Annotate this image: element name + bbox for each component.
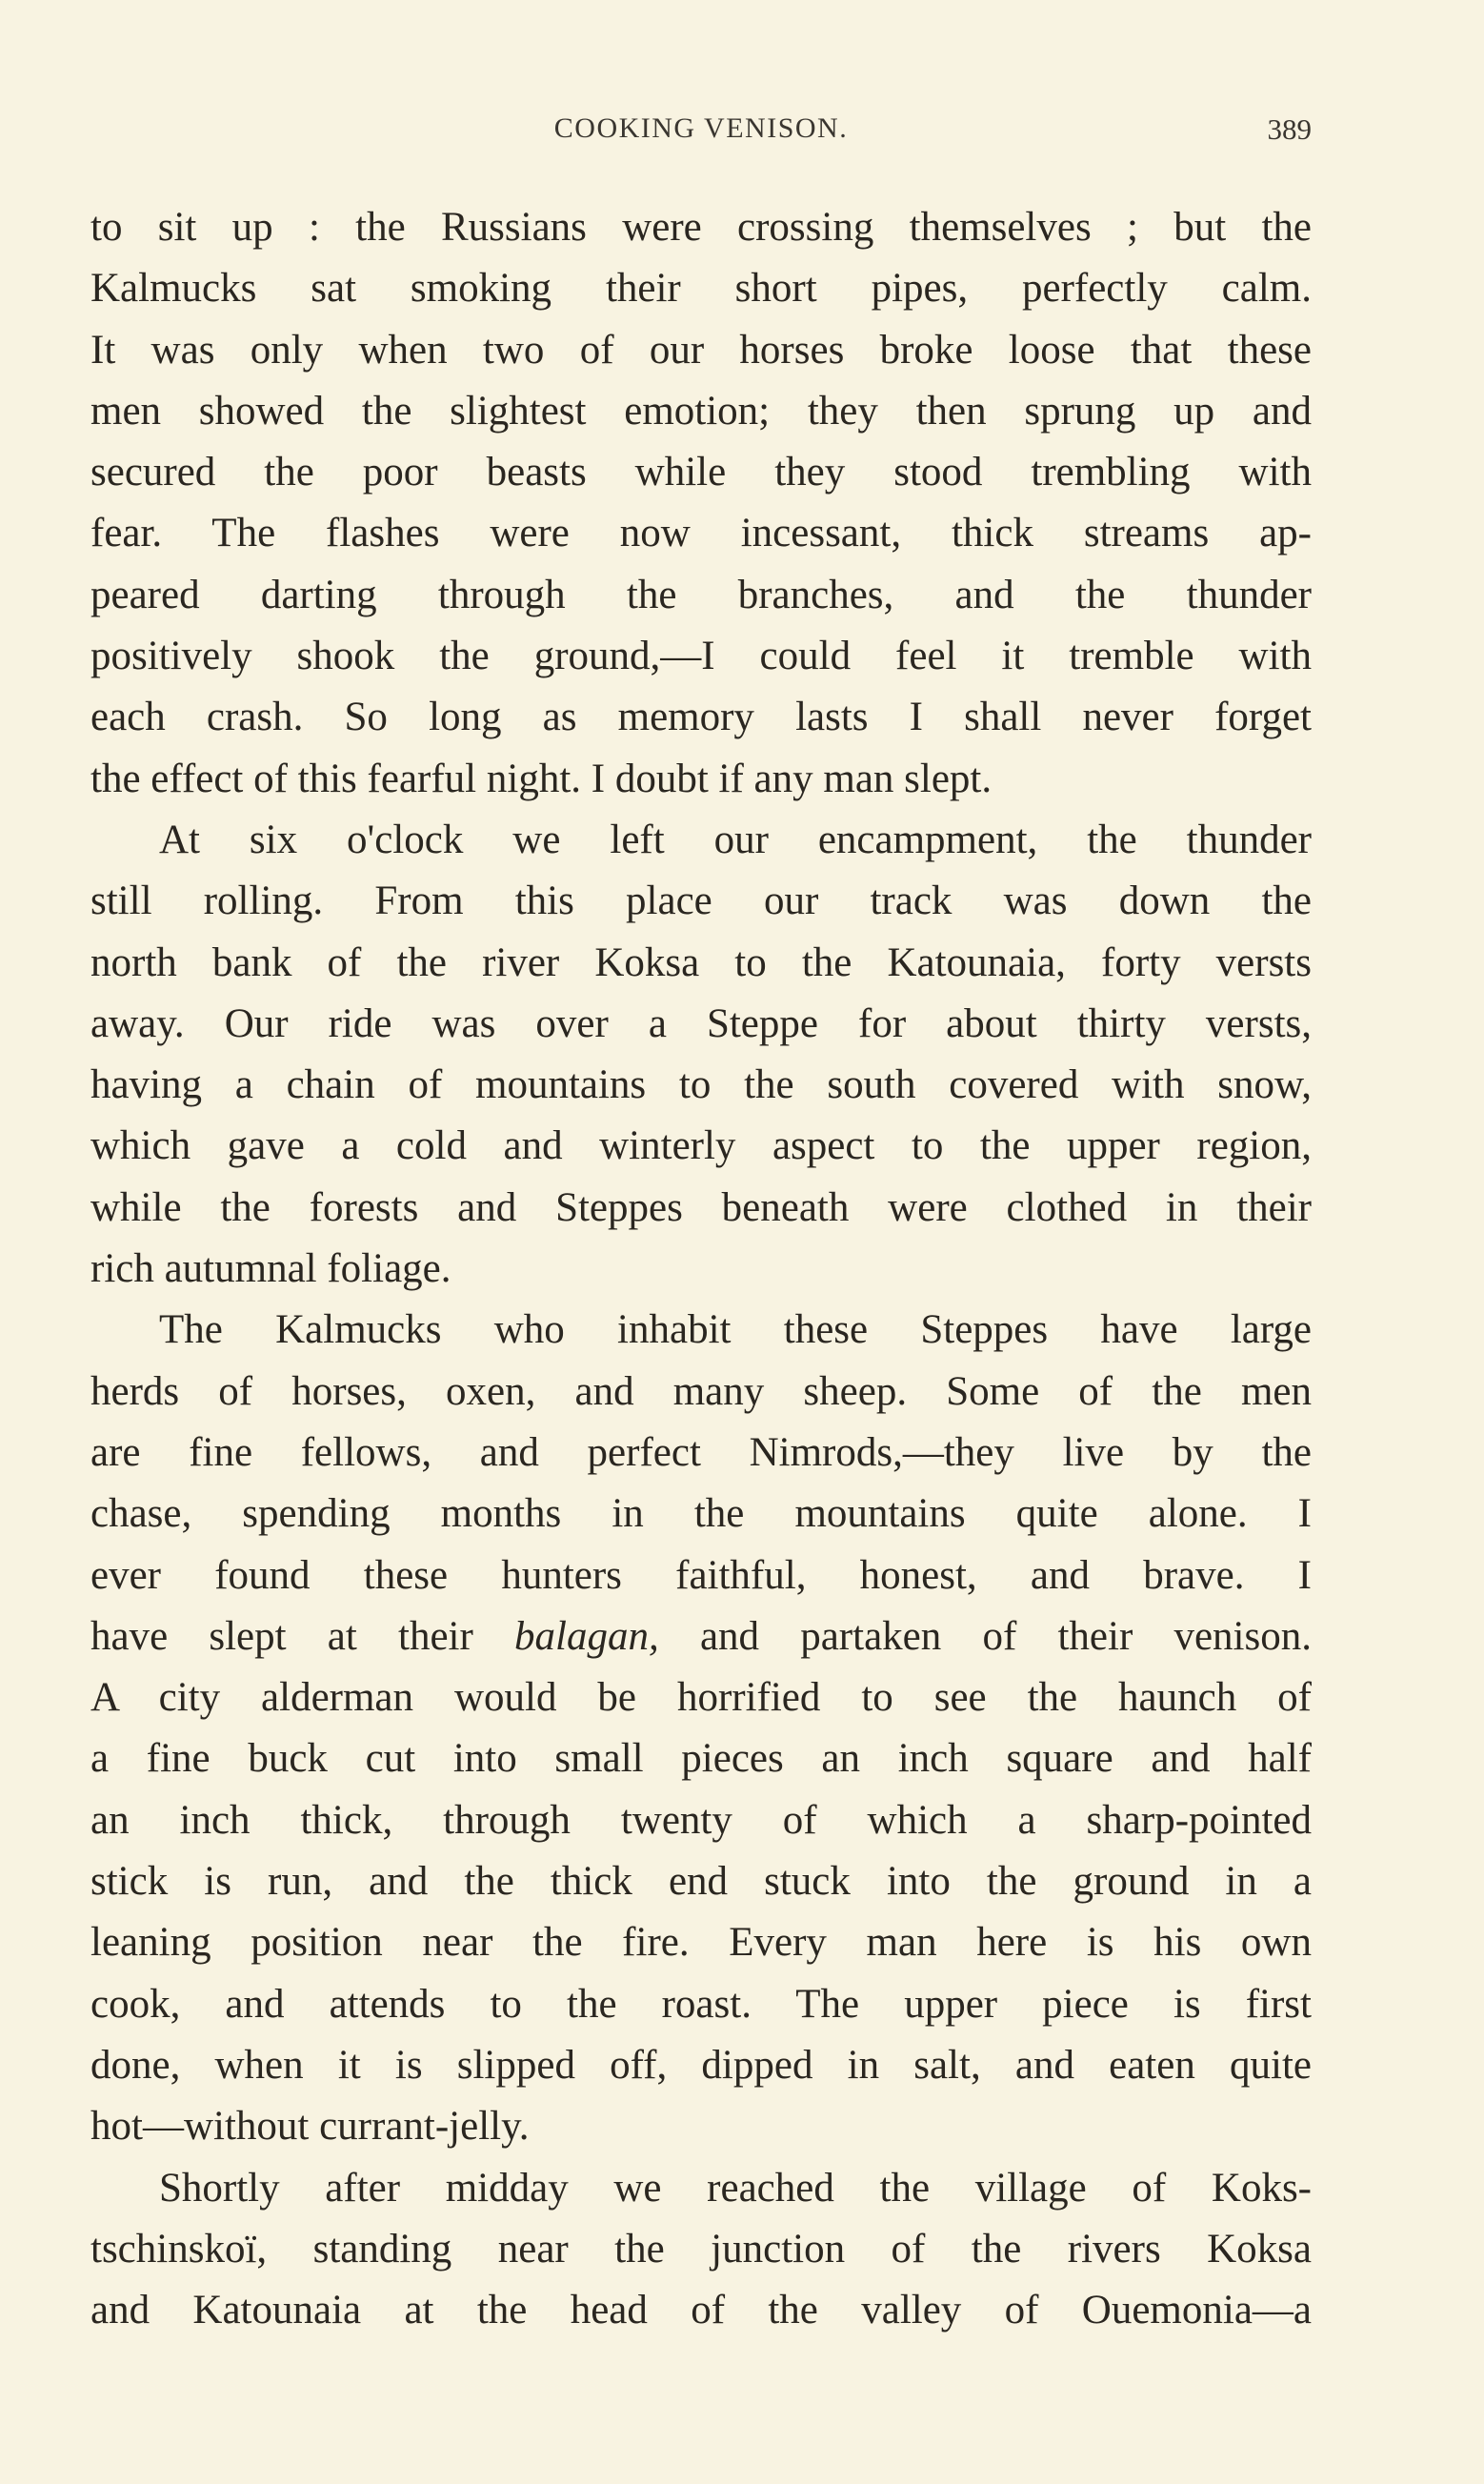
text-line: The Kalmucks who inhabit these Steppes have large bbox=[159, 1307, 1312, 1353]
text-line: north bank of the river Koksa to the Katounaia, forty versts bbox=[90, 939, 1312, 985]
text-segment: have slept at their bbox=[90, 1613, 515, 1659]
body-text bbox=[90, 197, 1312, 2341]
text-line: and Katounaia at the head of the valley of Ouemonia—a bbox=[90, 2288, 1312, 2333]
text-line: are fine fellows, and perfect Nimrods,—they live by the bbox=[90, 1429, 1312, 1475]
running-head bbox=[90, 112, 1312, 160]
text-line: still rolling. From this place our track was down the bbox=[90, 878, 1312, 924]
italic-word: balagan, bbox=[514, 1613, 659, 1659]
text-line: secured the poor beasts while they stood trembling with bbox=[90, 450, 1312, 495]
text-line: Kalmucks sat smoking their short pipes, perfectly calm. bbox=[90, 266, 1312, 312]
text-line: each crash. So long as memory lasts I shall never forget bbox=[90, 695, 1312, 740]
text-line: rich autumnal foliage. bbox=[90, 1246, 451, 1292]
text-line: At six o'clock we left our encampment, the thunder bbox=[159, 817, 1312, 862]
text-line: while the forests and Steppes beneath were clothed in their bbox=[90, 1184, 1312, 1230]
text-line: A city alderman would be horrified to see the haunch of bbox=[90, 1675, 1312, 1721]
text-line: leaning position near the fire. Every man here is his own bbox=[90, 1920, 1312, 1966]
text-line: herds of horses, oxen, and many sheep. Some of the men bbox=[90, 1368, 1312, 1414]
text-line: peared darting through the branches, and the thunder bbox=[90, 572, 1312, 617]
text-line: away. Our ride was over a Steppe for about thirty versts, bbox=[90, 1000, 1312, 1046]
text-line: cook, and attends to the roast. The upper piece is first bbox=[90, 1981, 1312, 2027]
text-line: ever found these hunters faithful, honest, and brave. I bbox=[90, 1552, 1312, 1598]
text-line: to sit up : the Russians were crossing themselves ; but the bbox=[90, 205, 1312, 250]
text-line: having a chain of mountains to the south covered with snow, bbox=[90, 1062, 1312, 1108]
text-line: tschinskoï, standing near the junction of the rivers Koksa bbox=[90, 2226, 1312, 2272]
text-line-with-italic bbox=[90, 1606, 1312, 1667]
text-line: positively shook the ground,—I could feel it tremble with bbox=[90, 634, 1312, 679]
text-line: the effect of this fearful night. I doubt if any man slept. bbox=[90, 756, 993, 801]
text-line: which gave a cold and winterly aspect to the upper region, bbox=[90, 1123, 1312, 1169]
text-line: It was only when two of our horses broke loose that these bbox=[90, 327, 1312, 373]
text-line: chase, spending months in the mountains quite alone. I bbox=[90, 1491, 1312, 1537]
text-line: Shortly after midday we reached the village of Koks- bbox=[159, 2165, 1312, 2211]
text-line: an inch thick, through twenty of which a sharp-pointed bbox=[90, 1797, 1312, 1843]
text-line: hot—without currant-jelly. bbox=[90, 2104, 530, 2150]
text-segment: and partaken of their venison. bbox=[658, 1613, 1312, 1659]
text-line: stick is run, and the thick end stuck into the ground in a bbox=[90, 1859, 1312, 1905]
text-line: a fine buck cut into small pieces an inch square and half bbox=[90, 1736, 1312, 1782]
page-number: 389 bbox=[1267, 112, 1312, 146]
text-line: men showed the slightest emotion; they then sprung up and bbox=[90, 388, 1312, 434]
running-head-title: COOKING VENISON. bbox=[553, 112, 849, 144]
text-line: fear. The flashes were now incessant, thick streams ap- bbox=[90, 511, 1312, 556]
text-line: done, when it is slipped off, dipped in salt, and eaten quite bbox=[90, 2042, 1312, 2088]
